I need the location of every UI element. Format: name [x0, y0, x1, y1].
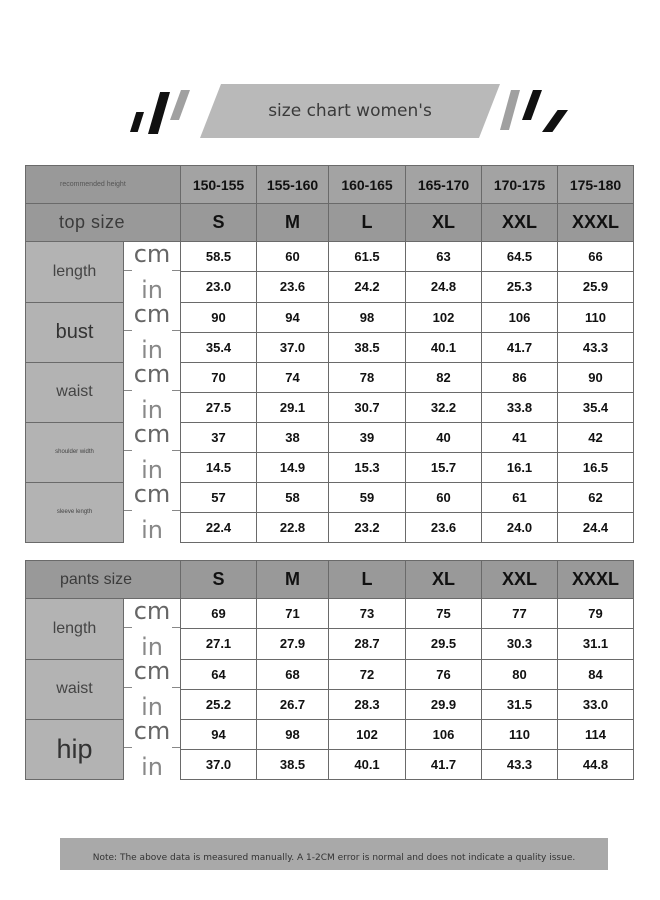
value-cell: 15.7 [406, 452, 482, 482]
value-cell: 102 [329, 719, 406, 749]
size-header: M [257, 204, 329, 242]
top-size-label: top size [26, 204, 181, 242]
height-label: recommended height [26, 166, 181, 204]
value-cell: 64.5 [482, 242, 558, 272]
value-cell: 76 [406, 659, 482, 689]
unit-cell [124, 659, 181, 719]
pants-size-label: pants size [26, 561, 181, 599]
value-cell: 37.0 [181, 749, 257, 779]
decor-stripe [522, 90, 542, 120]
value-cell: 40.1 [406, 332, 482, 362]
value-cell: 31.5 [482, 689, 558, 719]
value-cell: 74 [257, 362, 329, 392]
unit-in: in [141, 693, 163, 719]
value-cell: 24.0 [482, 512, 558, 542]
value-cell: 24.2 [329, 272, 406, 302]
unit-in: in [141, 336, 163, 362]
value-cell: 26.7 [257, 689, 329, 719]
measure-label: shoulder width [26, 422, 124, 482]
value-cell: 62 [558, 482, 634, 512]
unit-cell [124, 719, 181, 779]
value-cell: 23.2 [329, 512, 406, 542]
value-cell: 40.1 [329, 749, 406, 779]
measure-row-cm [26, 719, 634, 749]
value-cell: 27.1 [181, 629, 257, 659]
value-cell: 27.5 [181, 392, 257, 422]
value-cell: 114 [558, 719, 634, 749]
unit-cm: cm [133, 659, 171, 685]
size-header: XL [406, 561, 482, 599]
value-cell: 106 [406, 719, 482, 749]
value-cell: 70 [181, 362, 257, 392]
value-cell: 30.3 [482, 629, 558, 659]
value-cell: 40 [406, 422, 482, 452]
value-cell: 42 [558, 422, 634, 452]
height-value: 165-170 [406, 166, 482, 204]
value-cell: 61.5 [329, 242, 406, 272]
value-cell: 73 [329, 599, 406, 629]
value-cell: 43.3 [558, 332, 634, 362]
value-cell: 41.7 [482, 332, 558, 362]
value-cell: 63 [406, 242, 482, 272]
value-cell: 25.3 [482, 272, 558, 302]
value-cell: 58 [257, 482, 329, 512]
value-cell: 33.0 [558, 689, 634, 719]
unit-cm: cm [133, 362, 171, 388]
unit-cm: cm [133, 719, 171, 745]
measure-row-cm [26, 482, 634, 512]
value-cell: 32.2 [406, 392, 482, 422]
value-cell: 90 [558, 362, 634, 392]
height-value: 155-160 [257, 166, 329, 204]
value-cell: 24.8 [406, 272, 482, 302]
decor-stripe [170, 90, 190, 120]
value-cell: 28.7 [329, 629, 406, 659]
value-cell: 38.5 [329, 332, 406, 362]
unit-in: in [141, 753, 163, 779]
measure-label: bust [26, 302, 124, 362]
unit-cm: cm [133, 598, 171, 625]
measure-row-cm [26, 362, 634, 392]
value-cell: 37.0 [257, 332, 329, 362]
value-cell: 22.8 [257, 512, 329, 542]
unit-cm: cm [133, 302, 171, 328]
value-cell: 64 [181, 659, 257, 689]
unit-in: in [141, 456, 163, 482]
value-cell: 29.9 [406, 689, 482, 719]
value-cell: 77 [482, 599, 558, 629]
value-cell: 39 [329, 422, 406, 452]
value-cell: 37 [181, 422, 257, 452]
value-cell: 86 [482, 362, 558, 392]
height-value: 170-175 [482, 166, 558, 204]
value-cell: 41 [482, 422, 558, 452]
measure-row-cm [26, 659, 634, 689]
value-cell: 90 [181, 302, 257, 332]
value-cell: 27.9 [257, 629, 329, 659]
value-cell: 58.5 [181, 242, 257, 272]
value-cell: 75 [406, 599, 482, 629]
measure-label: waist [26, 362, 124, 422]
size-header: XXL [482, 204, 558, 242]
decor-stripe [148, 92, 170, 134]
value-cell: 72 [329, 659, 406, 689]
unit-cm: cm [133, 482, 171, 508]
value-cell: 38.5 [257, 749, 329, 779]
measure-label: sleeve length [26, 482, 124, 542]
value-cell: 78 [329, 362, 406, 392]
value-cell: 25.9 [558, 272, 634, 302]
value-cell: 79 [558, 599, 634, 629]
value-cell: 57 [181, 482, 257, 512]
size-header: S [181, 561, 257, 599]
value-cell: 14.9 [257, 452, 329, 482]
value-cell: 23.6 [257, 272, 329, 302]
header-banner [130, 84, 570, 138]
decor-stripe [542, 110, 568, 132]
value-cell: 106 [482, 302, 558, 332]
unit-cm: cm [133, 241, 171, 268]
value-cell: 61 [482, 482, 558, 512]
value-cell: 31.1 [558, 629, 634, 659]
unit-cm: cm [133, 422, 171, 448]
measure-row-cm [26, 302, 634, 332]
height-value: 160-165 [329, 166, 406, 204]
value-cell: 41.7 [406, 749, 482, 779]
value-cell: 29.1 [257, 392, 329, 422]
value-cell: 38 [257, 422, 329, 452]
size-header: M [257, 561, 329, 599]
size-header: L [329, 561, 406, 599]
pants-size-table [25, 560, 634, 780]
value-cell: 98 [329, 302, 406, 332]
measure-row-cm [26, 422, 634, 452]
value-cell: 82 [406, 362, 482, 392]
size-header: L [329, 204, 406, 242]
value-cell: 33.8 [482, 392, 558, 422]
page-title: size chart women's [268, 101, 432, 121]
value-cell: 98 [257, 719, 329, 749]
size-row [26, 204, 634, 242]
value-cell: 25.2 [181, 689, 257, 719]
value-cell: 94 [257, 302, 329, 332]
value-cell: 44.8 [558, 749, 634, 779]
value-cell: 24.4 [558, 512, 634, 542]
decor-stripe [130, 112, 144, 132]
unit-cell [124, 302, 181, 362]
value-cell: 59 [329, 482, 406, 512]
top-size-table [25, 165, 634, 543]
value-cell: 16.5 [558, 452, 634, 482]
value-cell: 15.3 [329, 452, 406, 482]
size-header: S [181, 204, 257, 242]
size-header: XXL [482, 561, 558, 599]
value-cell: 66 [558, 242, 634, 272]
unit-cell [124, 422, 181, 482]
value-cell: 71 [257, 599, 329, 629]
value-cell: 102 [406, 302, 482, 332]
value-cell: 22.4 [181, 512, 257, 542]
value-cell: 35.4 [181, 332, 257, 362]
measure-row-cm [26, 242, 634, 272]
value-cell: 110 [482, 719, 558, 749]
value-cell: 23.0 [181, 272, 257, 302]
unit-cell [124, 482, 181, 542]
unit-in: in [141, 396, 163, 422]
value-cell: 60 [406, 482, 482, 512]
value-cell: 28.3 [329, 689, 406, 719]
size-row [26, 561, 634, 599]
value-cell: 94 [181, 719, 257, 749]
measure-label: length [26, 599, 124, 660]
decor-stripe [500, 90, 520, 130]
measure-row-cm [26, 599, 634, 629]
value-cell: 16.1 [482, 452, 558, 482]
unit-cell [124, 599, 181, 660]
value-cell: 30.7 [329, 392, 406, 422]
value-cell: 43.3 [482, 749, 558, 779]
value-cell: 35.4 [558, 392, 634, 422]
unit-in: in [141, 276, 163, 302]
size-header: XL [406, 204, 482, 242]
value-cell: 69 [181, 599, 257, 629]
measure-label: length [26, 242, 124, 303]
value-cell: 60 [257, 242, 329, 272]
measure-label: hip [26, 719, 124, 779]
height-value: 150-155 [181, 166, 257, 204]
unit-in: in [141, 633, 163, 659]
value-cell: 29.5 [406, 629, 482, 659]
size-header: XXXL [558, 204, 634, 242]
measurement-note: Note: The above data is measured manually. A 1-2CM error is normal and does not indicate a quality issue. [60, 838, 608, 870]
value-cell: 80 [482, 659, 558, 689]
size-header: XXXL [558, 561, 634, 599]
unit-in: in [141, 516, 163, 542]
unit-cell [124, 362, 181, 422]
height-row [26, 166, 634, 204]
height-value: 175-180 [558, 166, 634, 204]
value-cell: 23.6 [406, 512, 482, 542]
value-cell: 84 [558, 659, 634, 689]
unit-cell [124, 242, 181, 303]
value-cell: 14.5 [181, 452, 257, 482]
value-cell: 68 [257, 659, 329, 689]
measure-label: waist [26, 659, 124, 719]
value-cell: 110 [558, 302, 634, 332]
